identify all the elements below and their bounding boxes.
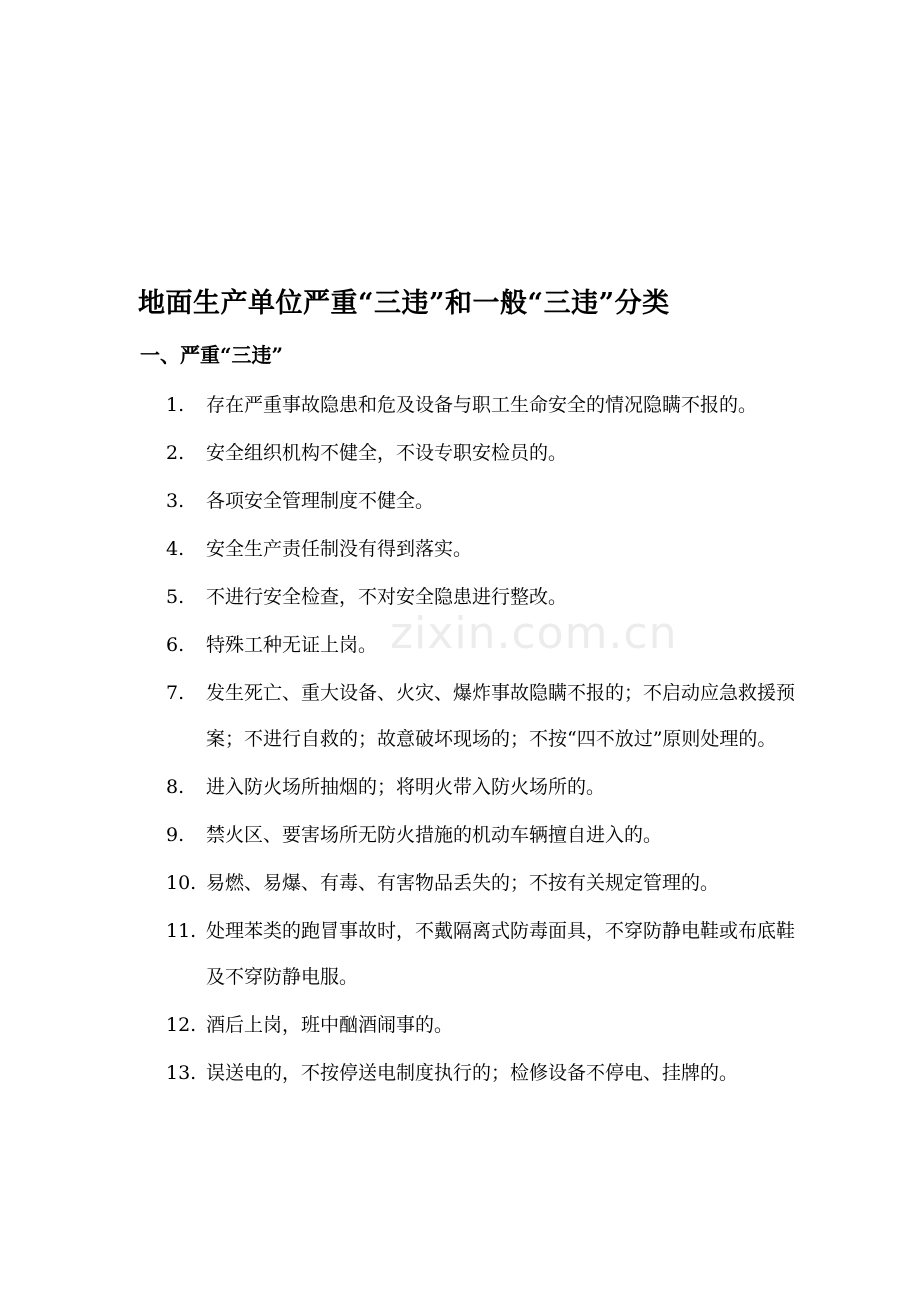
item-number: 11. (166, 920, 197, 942)
item-text: 安全生产责任制没有得到落实。 (206, 538, 473, 560)
list-item (160, 382, 800, 428)
list-item (160, 430, 800, 476)
item-number: 9. (166, 824, 185, 846)
list-item (160, 478, 800, 524)
item-text: 处理苯类的跑冒事故时，不戴隔离式防毒面具，不穿防静电鞋或布底鞋及不穿防静电服。 (206, 920, 796, 988)
item-number: 2. (166, 442, 185, 464)
item-text: 禁火区、要害场所无防火措施的机动车辆擅自进入的。 (206, 824, 663, 846)
item-text: 酒后上岗，班中酗酒闹事的。 (206, 1014, 454, 1036)
item-text: 发生死亡、重大设备、火灾、爆炸事故隐瞒不报的；不启动应急救援预案；不进行自救的；故意破坏现场的；不按“四不放过”原则处理的。 (206, 682, 796, 750)
list-item (160, 622, 800, 668)
item-text: 误送电的，不按停送电制度执行的；检修设备不停电、挂牌的。 (206, 1062, 739, 1084)
item-number: 3. (166, 490, 185, 512)
item-number: 6. (166, 634, 185, 656)
list-item (160, 526, 800, 572)
item-text: 安全组织机构不健全，不设专职安检员的。 (206, 442, 568, 464)
item-text: 特殊工种无证上岗。 (206, 634, 378, 656)
list-item (160, 1050, 800, 1096)
list-item (160, 812, 800, 858)
item-number: 7. (166, 682, 185, 704)
item-number: 10. (166, 872, 197, 894)
list-item (160, 860, 800, 906)
list-item (160, 1002, 800, 1048)
item-number: 12. (166, 1014, 197, 1036)
item-number: 1. (166, 394, 185, 416)
item-text: 存在严重事故隐患和危及设备与职工生命安全的情况隐瞒不报的。 (206, 394, 758, 416)
list-item (160, 670, 800, 762)
item-text: 易燃、易爆、有毒、有害物品丢失的；不按有关规定管理的。 (206, 872, 720, 894)
watermark: zixin.com.cn (390, 608, 678, 659)
list-item (160, 574, 800, 620)
list-item (160, 764, 800, 810)
item-text: 进入防火场所抽烟的；将明火带入防火场所的。 (206, 776, 606, 798)
list-item (160, 908, 800, 1000)
item-number: 13. (166, 1062, 197, 1084)
section-heading: 一、严重“三违” (140, 343, 284, 367)
item-text: 不进行安全检查，不对安全隐患进行整改。 (206, 586, 568, 608)
document-title: 地面生产单位严重“三违”和一般“三违”分类 (138, 288, 670, 319)
item-number: 5. (166, 586, 185, 608)
item-text: 各项安全管理制度不健全。 (206, 490, 435, 512)
violation-list (160, 382, 800, 1098)
item-number: 4. (166, 538, 185, 560)
item-number: 8. (166, 776, 185, 798)
